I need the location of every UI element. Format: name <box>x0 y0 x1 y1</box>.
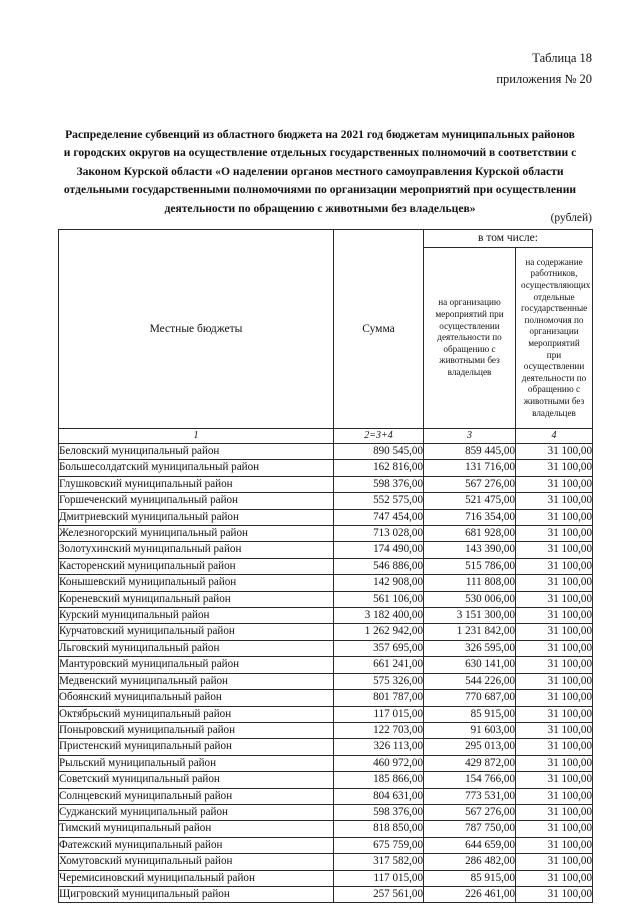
table-row <box>59 608 593 624</box>
cell-sum: 801 787,00 <box>334 690 424 706</box>
column-header-staff-maintenance: на содержание работников, осуществляющих отдельные государственные полномочия по организации мероприятий при осуществлении деятельности по обращению с животными без владельцев <box>516 248 593 429</box>
cell-org-events: 85 915,00 <box>424 706 516 722</box>
cell-municipality-name: Хомутовский муниципальный район <box>59 854 334 870</box>
cell-sum: 598 376,00 <box>334 804 424 820</box>
cell-staff-maintenance: 31 100,00 <box>516 870 593 886</box>
cell-sum: 546 886,00 <box>334 558 424 574</box>
cell-staff-maintenance: 31 100,00 <box>516 460 593 476</box>
cell-sum: 661 241,00 <box>334 657 424 673</box>
cell-sum: 598 376,00 <box>334 476 424 492</box>
cell-org-events: 111 808,00 <box>424 575 516 591</box>
table-row <box>59 493 593 509</box>
cell-municipality-name: Рыльский муниципальный район <box>59 755 334 771</box>
cell-org-events: 326 595,00 <box>424 640 516 656</box>
table-row <box>59 804 593 820</box>
cell-sum: 117 015,00 <box>334 706 424 722</box>
cell-sum: 561 106,00 <box>334 591 424 607</box>
column-header-org-events: на организацию мероприятий при осуществлении деятельности по обращению с животными без владельцев <box>424 248 516 429</box>
cell-org-events: 3 151 300,00 <box>424 608 516 624</box>
title-line-2: и городских округов на осуществление отдельных государственных полномочий в соответствии с <box>63 146 577 160</box>
cell-org-events: 521 475,00 <box>424 493 516 509</box>
cell-municipality-name: Железногорский муниципальный район <box>59 526 334 542</box>
table-row <box>59 526 593 542</box>
column-header-local-budgets: Местные бюджеты <box>59 230 334 429</box>
cell-org-events: 859 445,00 <box>424 444 516 460</box>
cell-staff-maintenance: 31 100,00 <box>516 821 593 837</box>
cell-staff-maintenance: 31 100,00 <box>516 558 593 574</box>
cell-staff-maintenance: 31 100,00 <box>516 804 593 820</box>
table-row <box>59 722 593 738</box>
cell-staff-maintenance: 31 100,00 <box>516 526 593 542</box>
table-row <box>59 444 593 460</box>
cell-municipality-name: Беловский муниципальный район <box>59 444 334 460</box>
cell-org-events: 770 687,00 <box>424 690 516 706</box>
cell-municipality-name: Дмитриевский муниципальный район <box>59 509 334 525</box>
table-row <box>59 837 593 853</box>
cell-municipality-name: Советский муниципальный район <box>59 772 334 788</box>
cell-org-events: 773 531,00 <box>424 788 516 804</box>
column-number-1: 1 <box>59 429 334 444</box>
cell-municipality-name: Обоянский муниципальный район <box>59 690 334 706</box>
cell-staff-maintenance: 31 100,00 <box>516 706 593 722</box>
cell-org-events: 567 276,00 <box>424 804 516 820</box>
cell-org-events: 154 766,00 <box>424 772 516 788</box>
cell-municipality-name: Курский муниципальный район <box>59 608 334 624</box>
cell-sum: 317 582,00 <box>334 854 424 870</box>
cell-org-events: 716 354,00 <box>424 509 516 525</box>
cell-sum: 1 262 942,00 <box>334 624 424 640</box>
table-header-group-row <box>59 230 593 248</box>
cell-sum: 552 575,00 <box>334 493 424 509</box>
subvention-table-wrapper <box>58 229 592 903</box>
cell-staff-maintenance: 31 100,00 <box>516 673 593 689</box>
table-row <box>59 640 593 656</box>
cell-sum: 890 545,00 <box>334 444 424 460</box>
cell-sum: 257 561,00 <box>334 886 424 902</box>
cell-sum: 142 908,00 <box>334 575 424 591</box>
cell-municipality-name: Поныровский муниципальный район <box>59 722 334 738</box>
table-row <box>59 542 593 558</box>
column-header-sum: Сумма <box>334 230 424 429</box>
cell-staff-maintenance: 31 100,00 <box>516 886 593 902</box>
table-row <box>59 706 593 722</box>
cell-staff-maintenance: 31 100,00 <box>516 772 593 788</box>
cell-municipality-name: Льговский муниципальный район <box>59 640 334 656</box>
cell-municipality-name: Солнцевский муниципальный район <box>59 788 334 804</box>
cell-municipality-name: Большесолдатский муниципальный район <box>59 460 334 476</box>
table-row <box>59 755 593 771</box>
column-number-4: 4 <box>516 429 593 444</box>
document-caption <box>352 48 592 90</box>
cell-sum: 162 816,00 <box>334 460 424 476</box>
table-header <box>59 230 593 444</box>
table-row <box>59 575 593 591</box>
cell-municipality-name: Глушковский муниципальный район <box>59 476 334 492</box>
cell-municipality-name: Тимский муниципальный район <box>59 821 334 837</box>
cell-staff-maintenance: 31 100,00 <box>516 837 593 853</box>
table-row <box>59 690 593 706</box>
title-line-5: деятельности по обращению с животными без владельцев» <box>164 201 476 215</box>
cell-municipality-name: Кореневский муниципальный район <box>59 591 334 607</box>
cell-municipality-name: Суджанский муниципальный район <box>59 804 334 820</box>
table-row <box>59 624 593 640</box>
caption-appendix-number: приложения № 20 <box>496 72 592 86</box>
table-row <box>59 821 593 837</box>
cell-org-events: 143 390,00 <box>424 542 516 558</box>
table-row <box>59 788 593 804</box>
cell-org-events: 567 276,00 <box>424 476 516 492</box>
table-row <box>59 886 593 902</box>
cell-org-events: 544 226,00 <box>424 673 516 689</box>
cell-staff-maintenance: 31 100,00 <box>516 722 593 738</box>
cell-sum: 460 972,00 <box>334 755 424 771</box>
cell-municipality-name: Касторенский муниципальный район <box>59 558 334 574</box>
table-body <box>59 444 593 903</box>
cell-staff-maintenance: 31 100,00 <box>516 788 593 804</box>
cell-sum: 357 695,00 <box>334 640 424 656</box>
cell-staff-maintenance: 31 100,00 <box>516 542 593 558</box>
cell-org-events: 429 872,00 <box>424 755 516 771</box>
cell-municipality-name: Золотухинский муниципальный район <box>59 542 334 558</box>
cell-staff-maintenance: 31 100,00 <box>516 575 593 591</box>
cell-staff-maintenance: 31 100,00 <box>516 657 593 673</box>
cell-sum: 117 015,00 <box>334 870 424 886</box>
cell-staff-maintenance: 31 100,00 <box>516 476 593 492</box>
cell-municipality-name: Горшеченский муниципальный район <box>59 493 334 509</box>
cell-municipality-name: Пристенский муниципальный район <box>59 739 334 755</box>
cell-sum: 818 850,00 <box>334 821 424 837</box>
cell-sum: 185 866,00 <box>334 772 424 788</box>
table-row <box>59 476 593 492</box>
cell-staff-maintenance: 31 100,00 <box>516 509 593 525</box>
document-title <box>56 126 584 218</box>
cell-staff-maintenance: 31 100,00 <box>516 690 593 706</box>
table-row <box>59 854 593 870</box>
cell-staff-maintenance: 31 100,00 <box>516 640 593 656</box>
table-row <box>59 657 593 673</box>
cell-org-events: 295 013,00 <box>424 739 516 755</box>
cell-org-events: 630 141,00 <box>424 657 516 673</box>
cell-org-events: 681 928,00 <box>424 526 516 542</box>
cell-sum: 174 490,00 <box>334 542 424 558</box>
cell-org-events: 644 659,00 <box>424 837 516 853</box>
table-row <box>59 460 593 476</box>
cell-staff-maintenance: 31 100,00 <box>516 755 593 771</box>
cell-sum: 326 113,00 <box>334 739 424 755</box>
cell-municipality-name: Октябрьский муниципальный район <box>59 706 334 722</box>
table-row <box>59 772 593 788</box>
cell-staff-maintenance: 31 100,00 <box>516 608 593 624</box>
table-column-number-row <box>59 429 593 444</box>
cell-sum: 713 028,00 <box>334 526 424 542</box>
caption-table-number: Таблица 18 <box>532 51 592 65</box>
cell-municipality-name: Щигровский муниципальный район <box>59 886 334 902</box>
units-note: (рублей) <box>550 212 592 224</box>
cell-org-events: 787 750,00 <box>424 821 516 837</box>
cell-municipality-name: Медвенский муниципальный район <box>59 673 334 689</box>
column-header-in-total-of-which: в том числе: <box>424 230 593 248</box>
cell-staff-maintenance: 31 100,00 <box>516 444 593 460</box>
title-line-1: Распределение субвенций из областного бюджета на 2021 год бюджетам муниципальных районов <box>65 128 575 141</box>
cell-municipality-name: Курчатовский муниципальный район <box>59 624 334 640</box>
cell-org-events: 515 786,00 <box>424 558 516 574</box>
title-line-4: отдельными государственными полномочиями по организации мероприятий при осуществлении <box>63 183 577 197</box>
cell-org-events: 1 231 842,00 <box>424 624 516 640</box>
table-row <box>59 739 593 755</box>
cell-staff-maintenance: 31 100,00 <box>516 493 593 509</box>
subvention-table <box>58 229 593 903</box>
cell-org-events: 286 482,00 <box>424 854 516 870</box>
column-number-2: 2=3+4 <box>334 429 424 444</box>
cell-sum: 747 454,00 <box>334 509 424 525</box>
table-row <box>59 558 593 574</box>
cell-staff-maintenance: 31 100,00 <box>516 739 593 755</box>
cell-staff-maintenance: 31 100,00 <box>516 624 593 640</box>
cell-org-events: 530 006,00 <box>424 591 516 607</box>
cell-org-events: 91 603,00 <box>424 722 516 738</box>
cell-sum: 3 182 400,00 <box>334 608 424 624</box>
column-number-3: 3 <box>424 429 516 444</box>
cell-org-events: 85 915,00 <box>424 870 516 886</box>
cell-municipality-name: Фатежский муниципальный район <box>59 837 334 853</box>
table-row <box>59 591 593 607</box>
cell-sum: 122 703,00 <box>334 722 424 738</box>
cell-municipality-name: Мантуровский муниципальный район <box>59 657 334 673</box>
table-row <box>59 509 593 525</box>
cell-sum: 575 326,00 <box>334 673 424 689</box>
cell-sum: 675 759,00 <box>334 837 424 853</box>
cell-municipality-name: Черемисиновский муниципальный район <box>59 870 334 886</box>
cell-org-events: 131 716,00 <box>424 460 516 476</box>
table-row <box>59 870 593 886</box>
cell-org-events: 226 461,00 <box>424 886 516 902</box>
title-line-3: Законом Курской области «О наделении органов местного самоуправления Курской области <box>76 164 564 178</box>
cell-sum: 804 631,00 <box>334 788 424 804</box>
cell-staff-maintenance: 31 100,00 <box>516 854 593 870</box>
cell-staff-maintenance: 31 100,00 <box>516 591 593 607</box>
cell-municipality-name: Конышевский муниципальный район <box>59 575 334 591</box>
table-row <box>59 673 593 689</box>
